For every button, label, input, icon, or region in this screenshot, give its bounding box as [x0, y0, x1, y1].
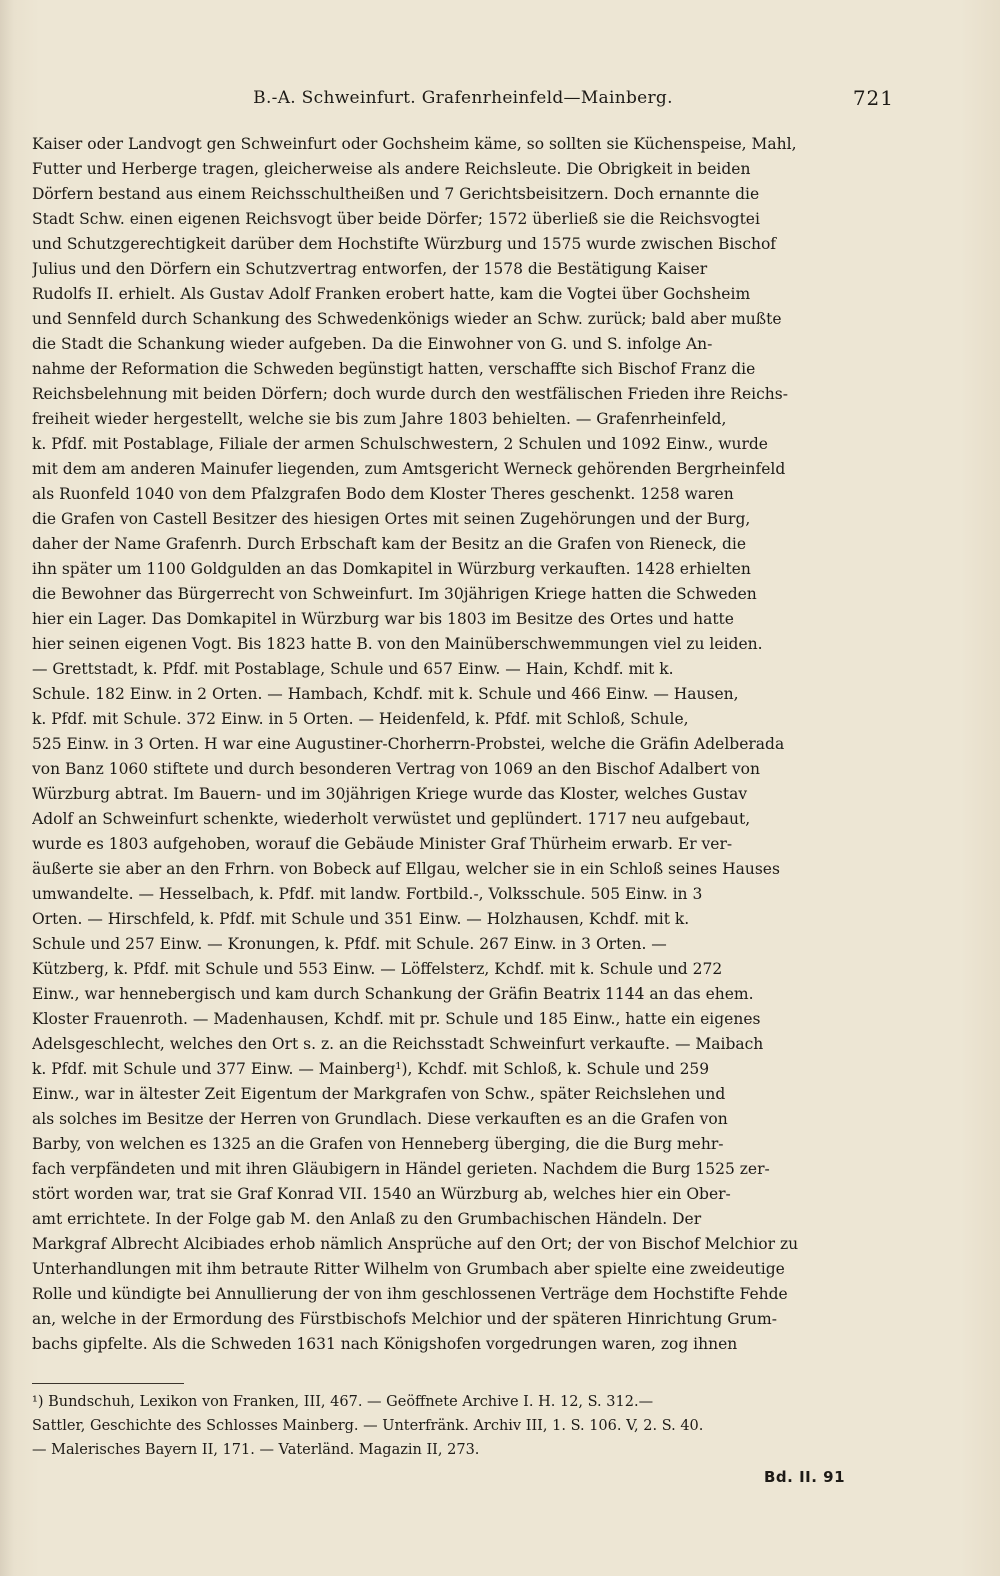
text-line: Würzburg abtrat. Im Bauern- und im 30jährigen Kriege wurde das Kloster, welches Gustav	[32, 785, 748, 803]
text-line: — Grettstadt, k. Pfdf. mit Postablage, Schule und 657 Einw. — Hain, Kchdf. mit k.	[32, 660, 674, 678]
footnote-line: Sattler, Geschichte des Schlosses Mainberg. — Unterfränk. Archiv III, 1. S. 106. V, 2. S. 40.	[32, 1418, 704, 1434]
text-line: fach verpfändeten und mit ihren Gläubigern in Händel gerieten. Nachdem die Burg 1525 zer-	[32, 1160, 770, 1178]
body-text	[32, 132, 894, 1357]
page-header	[32, 86, 894, 114]
text-line: Schule. 182 Einw. in 2 Orten. — Hambach, Kchdf. mit k. Schule und 466 Einw. — Hausen,	[32, 685, 739, 703]
text-line: 525 Einw. in 3 Orten. H war eine Augustiner-Chorherrn-Probstei, welche die Gräfin Adelberada	[32, 735, 785, 753]
text-line: an, welche in der Ermordung des Fürstbischofs Melchior und der späteren Hinrichtung Grum-	[32, 1310, 777, 1328]
text-line: stört worden war, trat sie Graf Konrad VII. 1540 an Würzburg ab, welches hier ein Ober-	[32, 1185, 731, 1203]
text-line: Barby, von welchen es 1325 an die Grafen von Henneberg überging, die die Burg mehr-	[32, 1135, 724, 1153]
text-line: Julius und den Dörfern ein Schutzvertrag entworfen, der 1578 die Bestätigung Kaiser	[32, 260, 708, 278]
text-line: Reichsbelehnung mit beiden Dörfern; doch wurde durch den westfälischen Frieden ihre Reichs-	[32, 385, 788, 403]
text-line: Stadt Schw. einen eigenen Reichsvogt über beide Dörfer; 1572 überließ sie die Reichsvogtei	[32, 210, 760, 228]
footnote-line: ¹) Bundschuh, Lexikon von Franken, III, 467. — Geöffnete Archive I. H. 12, S. 312.—	[32, 1394, 654, 1410]
text-line: als Ruonfeld 1040 von dem Pfalzgrafen Bodo dem Kloster Theres geschenkt. 1258 waren	[32, 485, 734, 503]
text-line: als solches im Besitze der Herren von Grundlach. Diese verkauften es an die Grafen von	[32, 1110, 728, 1128]
text-line: ihn später um 1100 Goldgulden an das Domkapitel in Würzburg verkauften. 1428 erhielten	[32, 560, 751, 578]
text-line: Einw., war in ältester Zeit Eigentum der Markgrafen von Schw., später Reichslehen und	[32, 1085, 726, 1103]
text-line: Schule und 257 Einw. — Kronungen, k. Pfdf. mit Schule. 267 Einw. in 3 Orten. —	[32, 935, 667, 953]
text-line: bachs gipfelte. Als die Schweden 1631 nach Königshofen vorgedrungen waren, zog ihnen	[32, 1335, 738, 1353]
text-line: nahme der Reformation die Schweden begünstigt hatten, verschaffte sich Bischof Franz die	[32, 360, 756, 378]
text-line: Rudolfs II. erhielt. Als Gustav Adolf Franken erobert hatte, kam die Vogtei über Gochsheim	[32, 285, 751, 303]
text-line: Unterhandlungen mit ihm betraute Ritter Wilhelm von Grumbach aber spielte eine zweideutige	[32, 1260, 785, 1278]
footnote-line: — Malerisches Bayern II, 171. — Vaterländ. Magazin II, 273.	[32, 1442, 480, 1458]
text-line: hier seinen eigenen Vogt. Bis 1823 hatte B. von den Mainüberschwemmungen viel zu leiden.	[32, 635, 763, 653]
text-line: Kloster Frauenroth. — Madenhausen, Kchdf. mit pr. Schule und 185 Einw., hatte ein eigenes	[32, 1010, 761, 1028]
text-line: mit dem am anderen Mainufer liegenden, zum Amtsgericht Werneck gehörenden Bergrheinfeld	[32, 460, 786, 478]
text-line: äußerte sie aber an den Frhrn. von Bobeck auf Ellgau, welcher sie in ein Schloß seines Hauses	[32, 860, 780, 878]
text-line: k. Pfdf. mit Postablage, Filiale der armen Schulschwestern, 2 Schulen und 1092 Einw., wurde	[32, 435, 768, 453]
text-line: Dörfern bestand aus einem Reichsschultheißen und 7 Gerichtsbeisitzern. Doch ernannte die	[32, 185, 760, 203]
text-line: die Bewohner das Bürgerrecht von Schweinfurt. Im 30jährigen Kriege hatten die Schweden	[32, 585, 757, 603]
text-line: freiheit wieder hergestellt, welche sie bis zum Jahre 1803 behielten. — Grafenrheinfeld,	[32, 410, 727, 428]
signature-mark: Bd. II. 91	[764, 1468, 846, 1486]
text-line: k. Pfdf. mit Schule und 377 Einw. — Mainberg¹), Kchdf. mit Schloß, k. Schule und 259	[32, 1060, 710, 1078]
text-line: Rolle und kündigte bei Annullierung der von ihm geschlossenen Verträge dem Hochstifte Fehde	[32, 1285, 788, 1303]
text-line: Kaiser oder Landvogt gen Schweinfurt oder Gochsheim käme, so sollten sie Küchenspeise, Mahl,	[32, 135, 797, 153]
text-line: Adelsgeschlecht, welches den Ort s. z. an die Reichsstadt Schweinfurt verkaufte. — Maibach	[32, 1035, 764, 1053]
text-line: k. Pfdf. mit Schule. 372 Einw. in 5 Orten. — Heidenfeld, k. Pfdf. mit Schloß, Schule,	[32, 710, 689, 728]
text-line: und Sennfeld durch Schankung des Schwedenkönigs wieder an Schw. zurück; bald aber mußte	[32, 310, 782, 328]
text-line: Orten. — Hirschfeld, k. Pfdf. mit Schule und 351 Einw. — Holzhausen, Kchdf. mit k.	[32, 910, 690, 928]
text-line: Adolf an Schweinfurt schenkte, wiederholt verwüstet und geplündert. 1717 neu aufgebaut,	[32, 810, 751, 828]
text-line: amt errichtete. In der Folge gab M. den Anlaß zu den Grumbachischen Händeln. Der	[32, 1210, 702, 1228]
text-line: hier ein Lager. Das Domkapitel in Würzburg war bis 1803 im Besitze des Ortes und hatte	[32, 610, 734, 628]
text-line: die Grafen von Castell Besitzer des hiesigen Ortes mit seinen Zugehörungen und der Burg,	[32, 510, 751, 528]
footnote-rule	[32, 1383, 184, 1384]
footnotes	[32, 1390, 894, 1462]
text-line: Kützberg, k. Pfdf. mit Schule und 553 Einw. — Löffelsterz, Kchdf. mit k. Schule und 272	[32, 960, 723, 978]
text-line: von Banz 1060 stiftete und durch besonderen Vertrag von 1069 an den Bischof Adalbert von	[32, 760, 760, 778]
text-line: Futter und Herberge tragen, gleicherweise als andere Reichsleute. Die Obrigkeit in beiden	[32, 160, 751, 178]
text-line: Markgraf Albrecht Alcibiades erhob nämlich Ansprüche auf den Ort; der von Bischof Melchior zu	[32, 1235, 799, 1253]
text-line: wurde es 1803 aufgehoben, worauf die Gebäude Minister Graf Thürheim erwarb. Er ver-	[32, 835, 733, 853]
page-number: 721	[852, 86, 894, 110]
running-head: B.-A. Schweinfurt. Grafenrheinfeld—Mainberg.	[253, 88, 673, 108]
text-line: die Stadt die Schankung wieder aufgeben. Da die Einwohner von G. und S. infolge An-	[32, 335, 713, 353]
text-line: umwandelte. — Hesselbach, k. Pfdf. mit landw. Fortbild.-, Volksschule. 505 Einw. in 3	[32, 885, 703, 903]
text-line: und Schutzgerechtigkeit darüber dem Hochstifte Würzburg und 1575 wurde zwischen Bischof	[32, 235, 777, 253]
text-line: Einw., war hennebergisch und kam durch Schankung der Gräfin Beatrix 1144 an das ehem.	[32, 985, 754, 1003]
text-line: daher der Name Grafenrh. Durch Erbschaft kam der Besitz an die Grafen von Rieneck, die	[32, 535, 747, 553]
